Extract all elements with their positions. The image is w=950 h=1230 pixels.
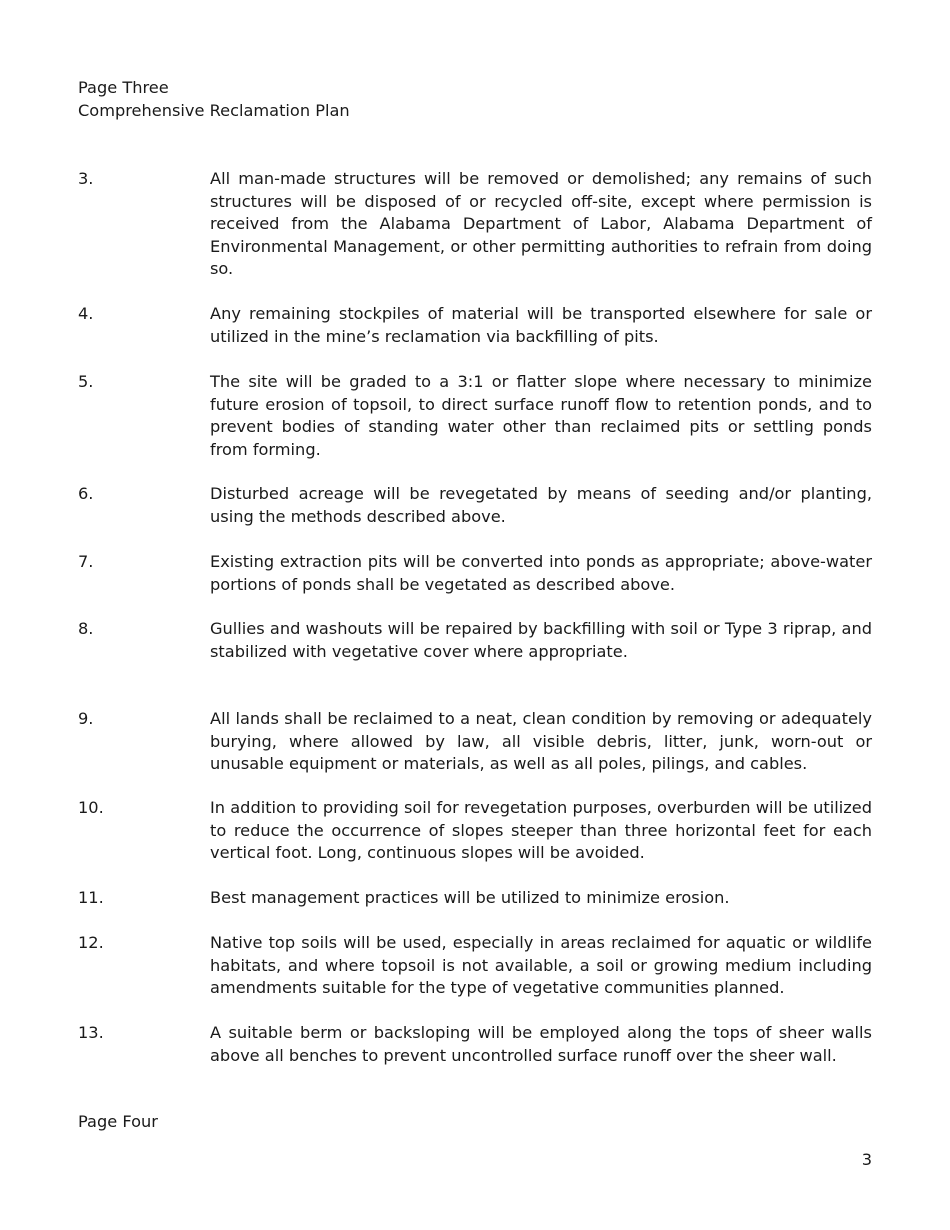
list-item <box>78 483 872 528</box>
item-number: 7. <box>78 552 94 571</box>
list-item <box>78 708 872 776</box>
item-text: Disturbed acreage will be revegetated by means of seeding and/or planting, using the methods described above. <box>210 484 872 526</box>
item-number: 13. <box>78 1023 104 1042</box>
item-number: 8. <box>78 619 94 638</box>
item-number: 9. <box>78 709 94 728</box>
list-item <box>78 551 872 596</box>
item-text: Native top soils will be used, especially in areas reclaimed for aquatic or wildlife habitats, and where topsoil is not available, a soil or growing medium including amendments suitable for the type of vegetative communities planned. <box>210 933 872 997</box>
item-text: Any remaining stockpiles of material will be transported elsewhere for sale or utilized in the mine’s reclamation via backfilling of pits. <box>210 304 872 346</box>
item-text: All lands shall be reclaimed to a neat, clean condition by removing or adequately burying, where allowed by law, all visible debris, litter, junk, worn-out or unusable equipment or materials, as well as all poles, pilings, and cables. <box>210 709 872 773</box>
item-number: 12. <box>78 933 104 952</box>
item-number: 4. <box>78 304 94 323</box>
header-page-label: Page Three <box>78 78 169 97</box>
item-text: Gullies and washouts will be repaired by backfilling with soil or Type 3 riprap, and stabilized with vegetative cover where appropriate. <box>210 619 872 661</box>
item-number: 10. <box>78 798 104 817</box>
item-text: Existing extraction pits will be converted into ponds as appropriate; above-water portions of ponds shall be vegetated as described above. <box>210 552 872 594</box>
next-page-label: Page Four <box>78 1112 158 1131</box>
page-header <box>78 76 350 122</box>
item-number: 6. <box>78 484 94 503</box>
list-item <box>78 303 872 348</box>
list-item <box>78 371 872 461</box>
item-text: A suitable berm or backsloping will be employed along the tops of sheer walls above all benches to prevent uncontrolled surface runoff over the sheer wall. <box>210 1023 872 1065</box>
list-item <box>78 887 872 910</box>
item-text: Best management practices will be utilized to minimize erosion. <box>210 888 730 907</box>
item-number: 3. <box>78 169 94 188</box>
item-text: In addition to providing soil for revegetation purposes, overburden will be utilized to reduce the occurrence of slopes steeper than three horizontal feet for each vertical foot. Long, continuous slopes will be avoided. <box>210 798 872 862</box>
header-document-title: Comprehensive Reclamation Plan <box>78 101 350 120</box>
list-item <box>78 797 872 865</box>
list-item <box>78 1022 872 1067</box>
list-item <box>78 932 872 1000</box>
item-number: 11. <box>78 888 104 907</box>
page-number: 3 <box>861 1150 872 1169</box>
list-item <box>78 618 872 663</box>
list-item <box>78 168 872 281</box>
item-text: All man-made structures will be removed or demolished; any remains of such structures will be disposed of or recycled off-site, except where permission is received from the Alabama Department of Labor, Alabama Department of Environmental Management, or other permitting authorities to refrain from doing so. <box>210 169 872 278</box>
item-text: The site will be graded to a 3:1 or flatter slope where necessary to minimize future erosion of topsoil, to direct surface runoff flow to retention ponds, and to prevent bodies of standing water other than reclaimed pits or settling ponds from forming. <box>210 372 872 459</box>
item-number: 5. <box>78 372 94 391</box>
